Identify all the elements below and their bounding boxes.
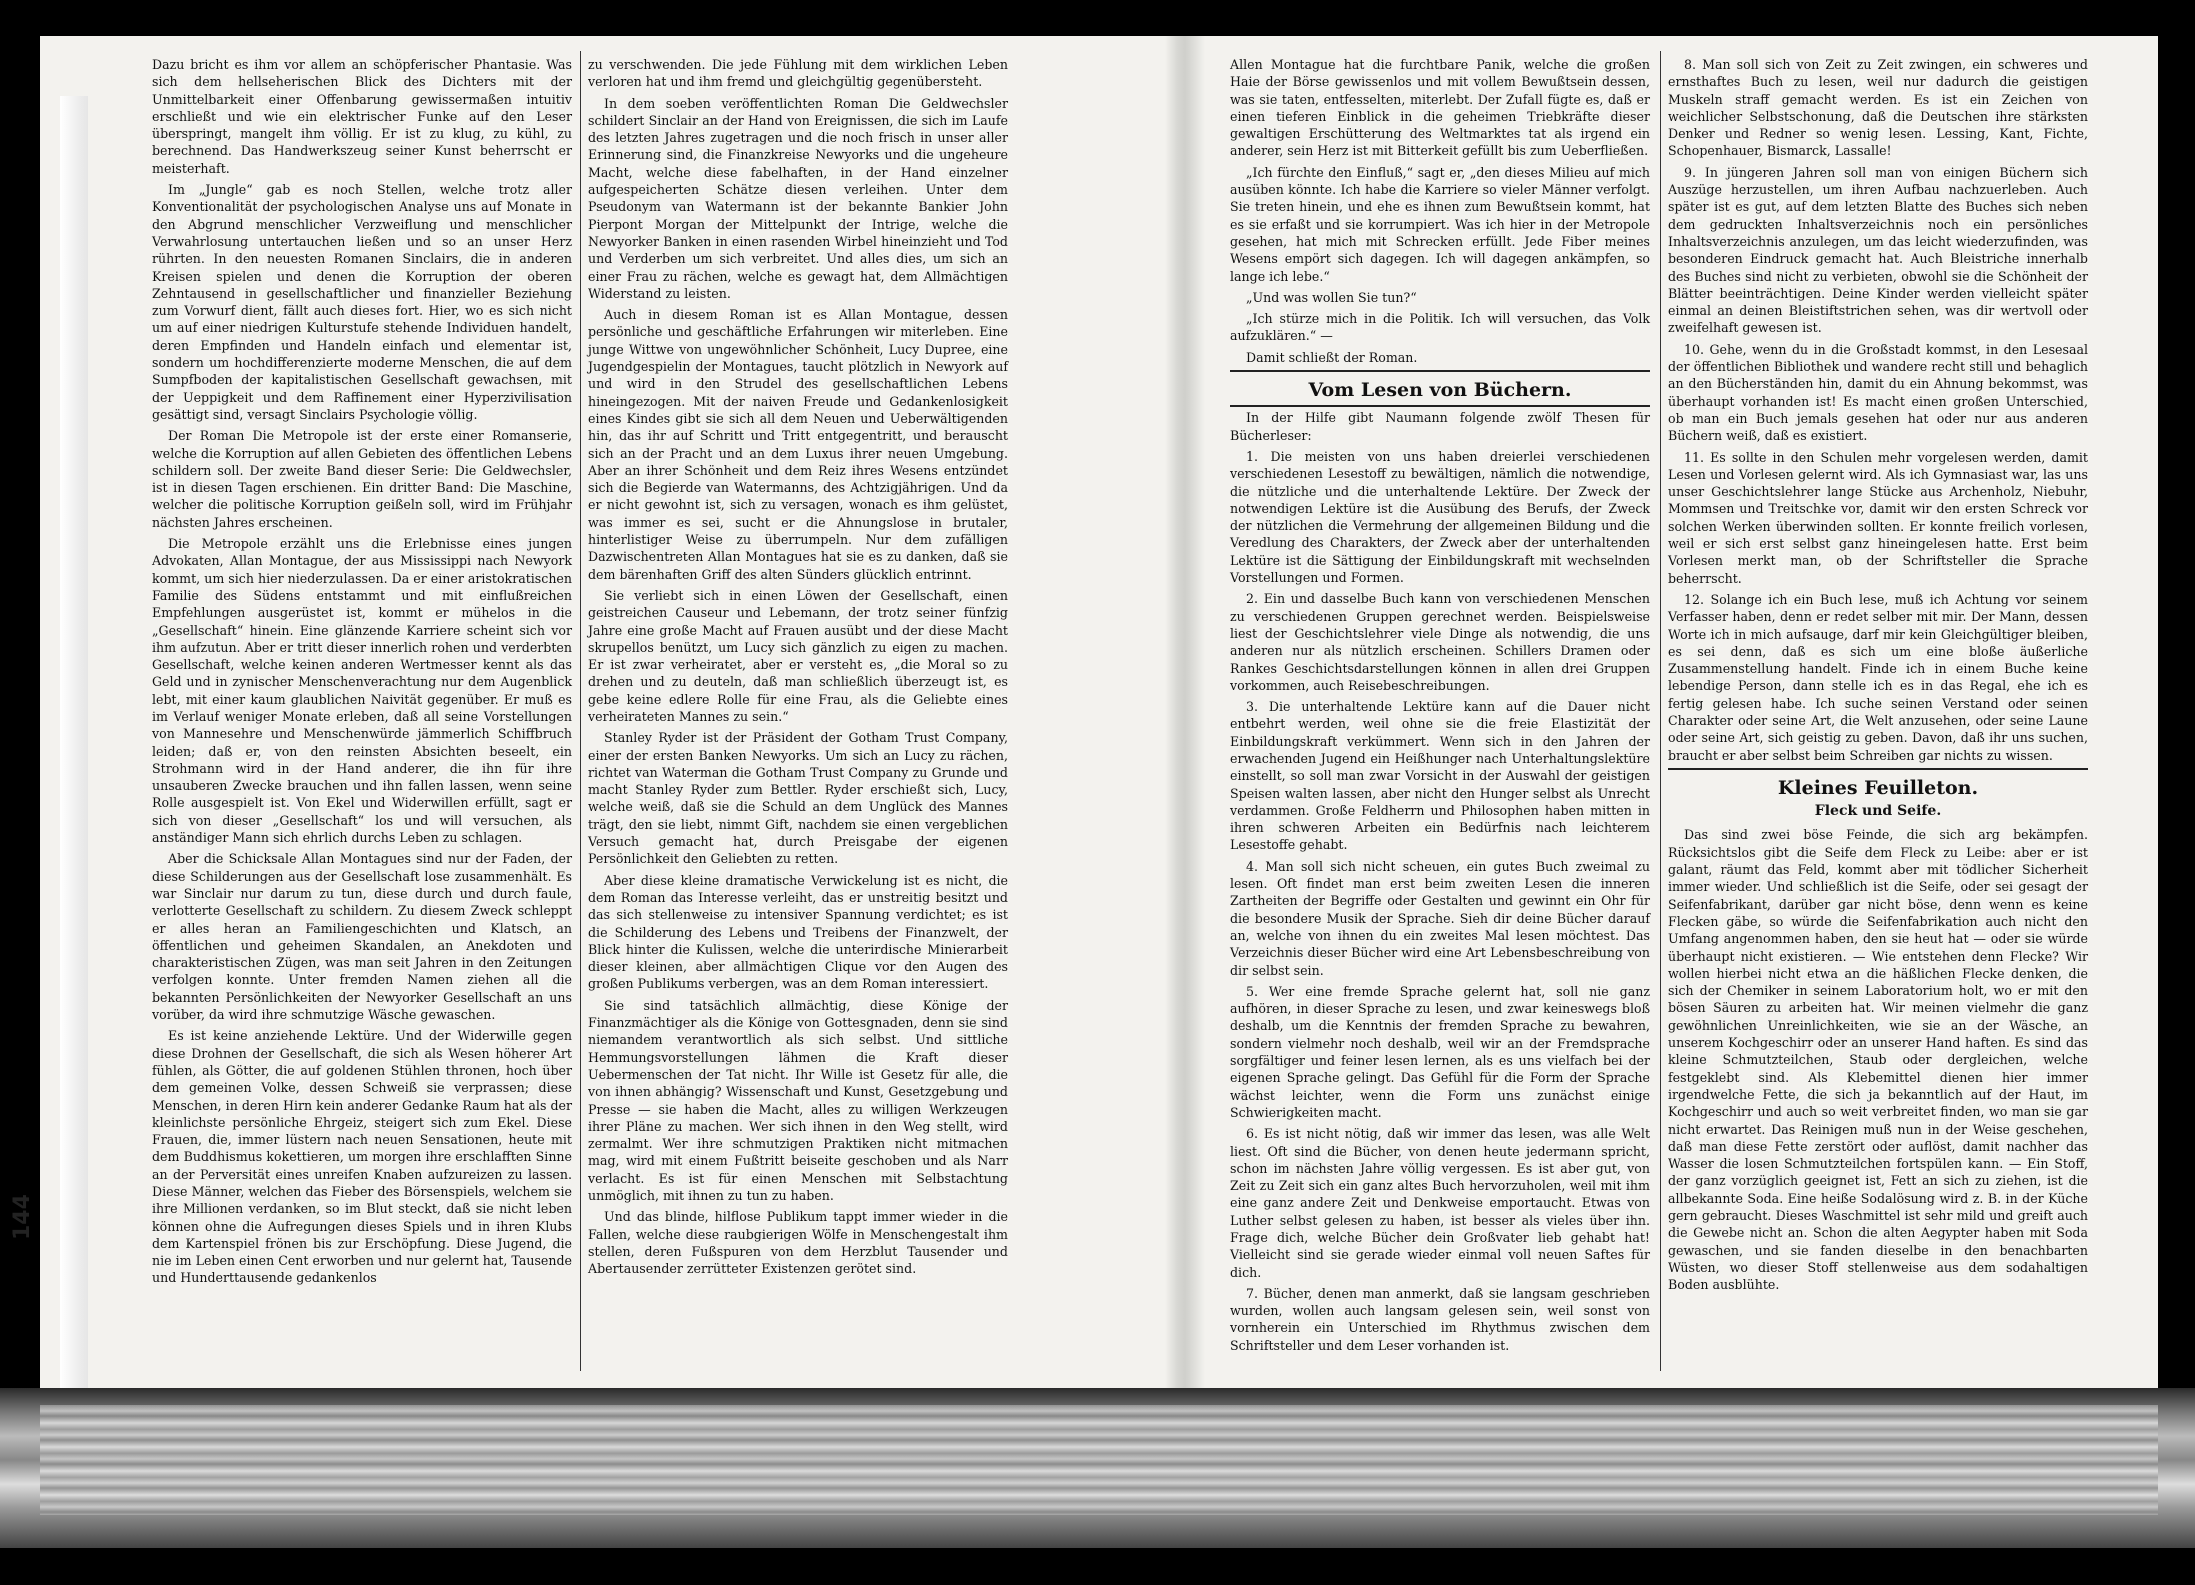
column-1: [152, 56, 572, 1291]
section-heading: Kleines Feuilleton.: [1777, 776, 1979, 799]
paragraph: 11. Es sollte in den Schulen mehr vorgelesen werden, damit Lesen und Vorlesen gelernt wird. Als ich Gymnasiast war, las uns unser Geschichtslehrer lange Stücke aus Archenholz, Niebuhr, Mommsen und Treitschke vor, damit wir den ersten Schreck vor solchen Werken überwinden sollten. Er konnte freilich vorlesen, weil er sich erst selbst ganz hineingelesen hatte. Erst beim Vorlesen merkt man, ob der Schriftsteller die Sprache beherrscht.: [1668, 449, 2088, 586]
paragraph: 9. In jüngeren Jahren soll man von einigen Büchern sich Auszüge herzustellen, um ihren Aufbau nachzuerleben. Auch später ist es gut, auf dem letzten Blatte des Buches sich neben dem gedruckten Inhaltsverzeichnis noch ein persönliches Inhaltsverzeichnis anzulegen, um das leicht wiederzufinden, was besonderen Eindruck gemacht hat. Auch Bleistriche innerhalb des Buches sind nicht zu verbieten, obwohl sie die Schönheit der Blätter beeinträchtigen. Deine Kinder werden vielleicht später einmal an deinen Bleistiftstrichen sehen, was dir wertvoll oder zweifelhaft gewesen ist.: [1668, 164, 2088, 336]
column-rule: [580, 51, 581, 1371]
paragraph: 12. Solange ich ein Buch lese, muß ich Achtung vor seinem Verfasser haben, denn er redet selber mit mir. Der Mann, dessen Worte ich in mich aufsauge, darf mir kein Gleichgültiger bleiben, es sei denn, daß es sich um eine bloße äußerliche Zusammenstellung handelt. Finde ich in einem Buche keine lebendige Person, dann stelle ich es in das Regal, ehe ich es fertig gelesen habe. Ich suche seinen Verstand oder seinen Charakter oder seine Art, die Welt anzusehen, oder seine Laune oder seine Art, sich geistig zu geben. Davon, daß ihr uns suchen, braucht er aber selbst beim Schreiben gar nichts zu wissen.: [1668, 591, 2088, 763]
paragraph: 8. Man soll sich von Zeit zu Zeit zwingen, ein schweres und ernsthaftes Buch zu lesen, weil nur dadurch die geistigen Muskeln straff gemacht werden. Es ist ein Zeichen von weichlicher Selbstschonung, daß die Deutschen ihre stärksten Denker und Redner so wenig lesen. Lessing, Kant, Fichte, Schopenhauer, Bismarck, Lassalle!: [1668, 57, 2088, 159]
paragraph: Damit schließt der Roman.: [1246, 349, 1418, 365]
paragraph: In dem soeben veröffentlichten Roman Die Geldwechsler schildert Sinclair an der Hand von Ereignissen, die sich im Laufe des letzten Jahres zugetragen und die noch frisch in unser aller Erinnerung sind, die Finanzkreise Newyorks und die ungeheure Macht, welche diese fabelhaften, in der Hand einzelner aufgespeicherten Schätze diesen verleihen. Unter dem Pseudonym van Watermann ist der bekannte Bankier John Pierpont Morgan der Mittelpunkt der Intrige, welche die Newyorker Banken in einen rasenden Wirbel hineinzieht und Tod und Verderben um sich verbreitet. Und alles dies, um sich an einer Frau zu rächen, welche es gewagt hat, dem Allmächtigen Widerstand zu leisten.: [588, 95, 1008, 301]
paragraph: Sie verliebt sich in einen Löwen der Gesellschaft, einen geistreichen Causeur und Lebemann, der trotz seiner fünfzig Jahre eine große Macht auf Frauen ausübt und der diese Macht skrupellos benützt, um Lucy sich gänzlich zu eigen zu machen. Er ist zwar verheiratet, aber er versteht es, „die Moral so zu drehen und zu deuteln, daß man schließlich überzeugt ist, es gebe keine edlere Rolle für eine Frau, als die Geliebte eines verheirateten Mannes zu sein.“: [588, 587, 1008, 724]
paragraph: zu verschwenden. Die jede Fühlung mit dem wirklichen Leben verloren hat und ihm fremd und gleichgültig gegenübersteht.: [588, 57, 1008, 90]
paragraph: „Ich stürze mich in die Politik. Ich will versuchen, das Volk aufzuklären.“ —: [1230, 311, 1650, 344]
paragraph: Stanley Ryder ist der Präsident der Gotham Trust Company, einer der ersten Banken Newyorks. Um sich an Lucy zu rächen, richtet van Waterman die Gotham Trust Company zu Grunde und macht Stanley Ryder zum Bettler. Ryder erschießt sich, Lucy, welche weiß, daß sie die Schuld an dem Unglück des Mannes trägt, den sie liebt, nimmt Gift, nachdem sie einen vergeblichen Versuch gemacht hat, durch Preisgabe der eigenen Persönlichkeit den Geliebten zu retten.: [588, 730, 1008, 867]
section-rule: [1230, 405, 1650, 407]
section-rule: [1230, 370, 1650, 372]
page-stack-edge: [40, 1405, 2158, 1515]
paragraph: Auch in diesem Roman ist es Allan Montague, dessen persönliche und geschäftliche Erfahrungen wir miterleben. Eine junge Wittwe von ungewöhnlicher Schönheit, Lucy Dupree, eine Jugendgespielin der Montagues, taucht plötzlich in Newyork auf und wird in den Strudel des gesellschaftlichen Lebens hineingezogen. Mit der naiven Freude und Gedankenlosigkeit eines Kindes gibt sie sich all dem Neuen und Ueberwältigenden hin, das ihr auf Schritt und Tritt entgegentritt, und berauscht sich an der Pracht und an dem Luxus ihrer neuen Umgebung. Aber an ihrer Schönheit und dem Reiz ihres Wesens entzündet sich die Begierde van Watermanns, des Achtzigjährigen. Und da er nicht gewohnt ist, sich zu versagen, wonach es ihm gelüstet, was immer es sei, sucht er die Ahnungslose in brutaler, hinterlistiger Weise zu überrumpeln. Nur dem zufälligen Dazwischentreten Allan Montagues hat sie es zu danken, daß sie dem bärenhaften Griff des alten Sünders glücklich entrinnt.: [588, 307, 1008, 582]
article-title: Fleck und Seife.: [1814, 803, 1942, 820]
paragraph: 10. Gehe, wenn du in die Großstadt kommst, in den Lesesaal der öffentlichen Bibliothek und wandere recht still und behaglich an den Bücherständen hin, damit du ein Ahnung bekommst, was überhaupt vorhanden ist! Es macht einen großen Unterschied, ob man ein Buch jemals gesehen hat oder nur aus anderen Büchern weiß, daß es existiert.: [1668, 341, 2088, 444]
paragraph: Das sind zwei böse Feinde, die sich arg bekämpfen. Rücksichtslos gibt die Seife dem Fleck zu Leibe: aber er ist galant, räumt das Feld, kommt aber mit tödlicher Sicherheit immer wieder. Und schließlich ist die Seife, oder sei gesagt der Seifenfabrikant, darüber gar nicht böse, denn wenn es keine Flecken gäbe, so würde die Seifenfabrikation auch nicht den Umfang angenommen haben, den sie heut hat — oder sie würde überhaupt nicht existieren. — Wie entstehen denn Flecke? Wir wollen hierbei nicht etwa an die häßlichen Flecke denken, die sich der Chemiker in seinem Laboratorium holt, wo er mit den bösen Säuren zu arbeiten hat. Wir meinen vielmehr die ganz gewöhnlichen Unreinlichkeiten, wie sie an der Wäsche, an unserem Kochgeschirr oder an unserer Hand haften. Es sind das kleine Schmutzteilchen, Staub oder dergleichen, welche festgeklebt sind. Als Klebemittel dienen hier immer irgendwelche Fette, die sich ja bekanntlich auf der Haut, im Kochgeschirr und auch so weit verbreitet finden, wo man sie gar nicht erwartet. Das Reinigen muß nun in der Weise geschehen, daß man diese Fette zerstört oder auflöst, damit nachher das Wasser die losen Schmutzteilchen fortspülen kann. — Ein Stoff, der ganz vorzüglich geeignet ist, Fett an sich zu ziehen, ist die allbekannte Soda. Eine heiße Sodalösung wird z. B. in der Küche gern gebraucht. Dieses Waschmittel ist sehr mild und greift auch die Gewebe nicht an. Schon die alten Aegypter haben mit Soda gewaschen, und sie fanden dieselbe in den benachbarten Wüsten, wo dieser Stoff stellenweise aus dem sodahaltigen Boden ausblühte.: [1668, 827, 2088, 1293]
column-rule: [1660, 51, 1661, 1371]
column-3: [1230, 56, 1650, 1358]
paragraph: In der Hilfe gibt Naumann folgende zwölf Thesen für Bücherleser:: [1230, 410, 1650, 443]
paragraph: Aber die Schicksale Allan Montagues sind nur der Faden, der diese Schilderungen aus der Gesellschaft lose zusammenhält. Es war Sinclair nur darum zu tun, diese durch und durch faule, verlotterte Gesellschaft zu schildern. Zu diesem Zweck schleppt er alles heran an Familiengeschichten und Klatsch, an öffentlichen und geheimen Skandalen, an Anekdoten und charakteristischen Zügen, was man seit Jahren in den Zeitungen verfolgen konnte. Unter fremden Namen ziehen all die bekannten Persönlichkeiten der Newyorker Gesellschaft an uns vorüber, da wird ihre schmutzige Wäsche gewaschen.: [152, 851, 572, 1023]
paragraph: Im „Jungle“ gab es noch Stellen, welche trotz aller Konventionalität der psychologischen Analyse uns auf Monate in den Abgrund menschlicher Verzweiflung und menschlicher Verwahrlosung untertauchen ließen und so an unser Herz rührten. In den neuesten Romanen Sinclairs, die in anderen Kreisen spielen und denen die Korruption der oberen Zehntausend in gesellschaftlicher und finanzieller Beziehung zum Vorwurf dient, fällt auch dieses fort. Hier, wo es sich nicht um auf einer niedrigen Kulturstufe stehende Individuen handelt, deren Empfinden und Handeln einfach und elementar ist, sondern um hochdifferenzierte moderne Menschen, die auf dem Sumpfboden der kapitalistischen Gesellschaft gewachsen, mit der Ueppigkeit und dem Raffinement einer Hyperzivilisation gesättigt sind, versagt Sinclairs Psychologie völlig.: [152, 182, 572, 422]
paragraph: Sie sind tatsächlich allmächtig, diese Könige der Finanzmächtiger als die Könige von Gottesgnaden, denn sie sind niemandem verantwortlich als sich selbst. Und sittliche Hemmungsvorstellungen lähmen die Kraft dieser Uebermenschen der Tat nicht. Ihr Wille ist Gesetz für alle, die von ihnen abhängig? Wissenschaft und Kunst, Gesetzgebung und Presse — sie haben die Macht, alles zu willigen Werkzeugen ihrer Pläne zu machen. Wer sich ihnen in den Weg stellt, wird zermalmt. Wer ihre schmutzigen Praktiken nicht mitmachen mag, wird mit einem Fußtritt beiseite geschoben und als Narr verlacht. Es ist für einen Menschen mit Selbstachtung unmöglich, mit ihnen zu tun zu haben.: [588, 997, 1008, 1203]
section-rule: [1668, 768, 2088, 770]
paragraph: „Ich fürchte den Einfluß,“ sagt er, „den dieses Milieu auf mich ausüben könnte. Ich habe die Karriere so vieler Männer verfolgt. Sie treten hinein, und ehe es ihnen zum Bewußtsein kommt, hat es sie erfaßt und sie korrumpiert. Was ich hier in der Metropole gesehen, hat mich mit Schrecken erfüllt. Jede Fiber meines Wesens empört sich dagegen. Ich will dagegen ankämpfen, so lange ich lebe.“: [1230, 164, 1650, 284]
archive-number: 144: [10, 1194, 35, 1240]
section-heading: Vom Lesen von Büchern.: [1308, 379, 1572, 402]
paragraph: Die Metropole erzählt uns die Erlebnisse eines jungen Advokaten, Allan Montague, der aus Mississippi nach Newyork kommt, um sich hier niederzulassen. Da er einer aristokratischen Familie des Südens entstammt und mit einflußreichen Empfehlungen ausgerüstet ist, kommt er mühelos in die „Gesellschaft“ hinein. Eine glänzende Karriere scheint sich vor ihm aufzutun. Aber er tritt dieser innerlich rohen und verderbten Gesellschaft, welche keinen anderen Wertmesser kennt als das Geld und in zynischer Menschenverachtung nur dem Augenblick lebt, mit einer kaum glaublichen Naivität gegenüber. Er muß es im Verlauf weniger Monate erleben, daß all seine Vorstellungen von Mannesehre und Menschenwürde jämmerlich Schiffbruch leiden; daß er, von den reinsten Absichten beseelt, ein Strohmann wird in der Hand anderer, die ihn für ihre unsauberen Zwecke brauchen und ihn fallen lassen, wenn seine Rolle ausgespielt ist. Von Ekel und Widerwillen erfüllt, sagt er sich von dieser „Gesellschaft“ los und will versuchen, als anständiger Mann sich ehrlich durchs Leben zu schlagen.: [152, 536, 572, 846]
paragraph: Dazu bricht es ihm vor allem an schöpferischer Phantasie. Was sich dem hellseherischen Blick des Dichters mit der Unmittelbarkeit einer Offenbarung gewissermaßen intuitiv erschließt und wie ein elektrischer Funke auf den Leser überspringt, mangelt ihm völlig. Er ist zu klug, zu kühl, zu berechnend. Das Handwerkszeug seiner Kunst beherrscht er meisterhaft.: [152, 57, 572, 176]
column-2: [588, 56, 1008, 1281]
paragraph: 4. Man soll sich nicht scheuen, ein gutes Buch zweimal zu lesen. Oft findet man erst beim zweiten Lesen die inneren Zartheiten der Begriffe oder Gestalten und gewinnt ein Ohr für die besondere Musik der Sprache. Sieh dir deine Bücher darauf an, welche von ihnen du ein zweites Mal lesen möchtest. Das Verzeichnis dieser Bücher wird eine Art Lebensbeschreibung von dir selbst sein.: [1230, 858, 1650, 978]
paragraph: Und das blinde, hilflose Publikum tappt immer wieder in die Fallen, welche diese raubgierigen Wölfe in Menschengestalt ihm stellen, deren Fußspuren von dem Herzblut Tausender und Abertausender zerrütteter Existenzen gerötet sind.: [588, 1209, 1008, 1277]
column-4: [1668, 56, 2088, 1297]
left-margin: [60, 96, 88, 1426]
paragraph: 6. Es ist nicht nötig, daß wir immer das lesen, was alle Welt liest. Oft sind die Bücher, von denen heute jedermann spricht, schon im nächsten Jahre völlig vergessen. Es ist aber gut, von Zeit zu Zeit sich ein ganz altes Buch hervorzuholen, weil mit ihm eine ganz andere Zeit und Denkweise emportaucht. Etwas von Luther selbst gelesen zu haben, ist besser als vieles über ihn. Frage dich, welche Bücher dein Großvater lieb gehabt hat! Vielleicht sind sie gerade wieder einmal voll neuen Saftes für dich.: [1230, 1126, 1650, 1280]
paragraph: 2. Ein und dasselbe Buch kann von verschiedenen Menschen zu verschiedenen Gruppen gerechnet werden. Beispielsweise liest der Geschichtslehrer viele Dinge als notwendig, die uns anderen nur als nützlich erscheinen. Schillers Dramen oder Rankes Geschichtsdarstellungen können in allen drei Gruppen vorkommen, auch Reisebeschreibungen.: [1230, 591, 1650, 693]
paragraph: Der Roman Die Metropole ist der erste einer Romanserie, welche die Korruption auf allen Gebieten des öffentlichen Lebens schildern soll. Der zweite Band dieser Serie: Die Geldwechsler, ist in diesen Tagen erschienen. Ein dritter Band: Die Maschine, welcher die politische Korruption geißeln soll, wird im Frühjahr nächsten Jahres erscheinen.: [152, 428, 572, 530]
paragraph: Allen Montague hat die furchtbare Panik, welche die großen Haie der Börse gewissenlos und mit vollem Bewußtsein dessen, was sie taten, entfesselten, miterlebt. Der Zufall fügte es, daß er einen tieferen Einblick in die geheimen Triebkräfte dieser gewaltigen Erschütterung des Weltmarktes tat als irgend ein anderer, sein Herz ist mit Bitterkeit gefüllt bis zum Ueberfließen.: [1230, 57, 1650, 159]
page-fold: [1165, 36, 1205, 1436]
newspaper-spread: [40, 36, 2158, 1436]
paragraph: 1. Die meisten von uns haben dreierlei verschiedenen verschiedenen Lesestoff zu bewältigen, nämlich die notwendige, die nützliche und die unterhaltende Lektüre. Der Zweck der notwendigen Lektüre ist die Ausübung des Berufs, der Zweck der nützlichen die Vermehrung der allgemeinen Bildung und die Veredlung des Charakters, der Zweck aber der unterhaltenden Lektüre ist die Sättigung der Einbildungskraft mit wechselnden Vorstellungen und Formen.: [1230, 448, 1650, 586]
paragraph: 3. Die unterhaltende Lektüre kann auf die Dauer nicht entbehrt werden, weil ohne sie die freie Elastizität der Einbildungskraft verkümmert. Wenn sich in den Jahren der erwachenden Jugend ein Heißhunger nach Unterhaltungslektüre einstellt, so soll man zwar Vorsicht in der Auswahl der geistigen Speisen walten lassen, aber nicht den Hunger selbst als Unrecht verdammen. Große Feldherrn und Philosophen haben mitten in ihren schweren Arbeiten ein Bedürfnis nach leichterem Lesestoffe gehabt.: [1230, 699, 1650, 853]
paragraph: 5. Wer eine fremde Sprache gelernt hat, soll nie ganz aufhören, in dieser Sprache zu lesen, und zwar keineswegs bloß deshalb, um die Kenntnis der fremden Sprache zu bewahren, sondern vielmehr noch deshalb, weil wir an der Fremdsprache sorgfältiger und feiner lesen lernen, als es uns vielfach bei der eigenen Sprache gelingt. Das Gefühl für die Form der Sprache wächst leichter, wenn die Form uns zunächst einige Schwierigkeiten macht.: [1230, 983, 1650, 1120]
paragraph: Es ist keine anziehende Lektüre. Und der Widerwille gegen diese Drohnen der Gesellschaft, die sich als Wesen höherer Art fühlen, als Götter, die auf goldenen Stühlen thronen, hoch über dem gemeinen Volke, dessen Schweiß sie verprassen; diese Menschen, in deren Hirn kein anderer Gedanke Raum hat als der kleinlichste persönliche Ehrgeiz, steigert sich zum Ekel. Diese Frauen, die, immer lüstern nach neuen Sensationen, heute mit dem Buddhismus kokettieren, um morgen ihre erschlafften Sinne an der Perversität eines unreifen Knaben aufzureizen zu lassen. Diese Männer, welchen das Fieber des Börsenspiels, welchem sie ihre Millionen verdanken, so im Blut steckt, daß sie nicht leben können ohne die Aufregungen dieses Spiels und in ihren Klubs dem Kartenspiel frönen bis zur Erschöpfung. Diese Jugend, die nie im Leben einen Cent erworben und nur gelernt hat, Tausende und Hunderttausende gedankenlos: [152, 1028, 572, 1286]
paragraph: „Und was wollen Sie tun?“: [1246, 289, 1417, 305]
paragraph: 7. Bücher, denen man anmerkt, daß sie langsam geschrieben wurden, wollen auch langsam gelesen sein, weil sonst von vornherein ein Unterschied im Rhythmus zwischen dem Schriftsteller und dem Leser vorhanden ist.: [1230, 1285, 1650, 1353]
paragraph: Aber diese kleine dramatische Verwickelung ist es nicht, die dem Roman das Interesse verleiht, das er unstreitig besitzt und das sich stellenweise zu intensiver Spannung verdichtet; es ist die Schilderung des Lebens und Treibens der Finanzwelt, der Blick hinter die Kulissen, welche die unterirdische Minierarbeit dieser kleinen, aber allmächtigen Clique vor den Augen des großen Publikums verbergen, was an dem Roman interessiert.: [588, 872, 1008, 992]
